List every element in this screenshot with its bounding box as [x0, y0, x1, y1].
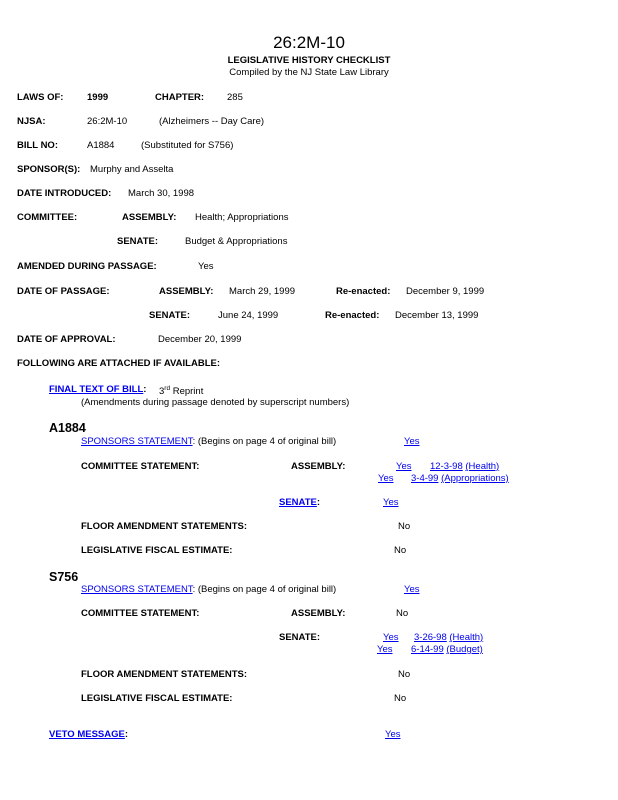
a1884-assembly-date-2[interactable]: 3-4-99	[411, 473, 439, 484]
final-text-note: (Amendments during passage denoted by superscript numbers)	[81, 397, 350, 408]
s756-senate-yes-2[interactable]: Yes	[377, 644, 393, 655]
a1884-assembly-stmt-1	[430, 461, 499, 472]
sponsors-value: Murphy and Asselta	[90, 164, 174, 175]
a1884-senate-row	[279, 497, 320, 508]
a1884-fiscal-label: LEGISLATIVE FISCAL ESTIMATE:	[81, 545, 233, 556]
approval-value: December 20, 1999	[158, 334, 242, 345]
committee-assembly-label: ASSEMBLY:	[122, 212, 177, 223]
a1884-senate-colon: :	[316, 497, 321, 508]
amended-value: Yes	[198, 261, 214, 272]
veto-message-link[interactable]: VETO MESSAGE	[49, 729, 125, 740]
s756-fiscal-label: LEGISLATIVE FISCAL ESTIMATE:	[81, 693, 233, 704]
assembly-reenacted-value: December 9, 1999	[406, 286, 485, 297]
s756-senate-date-1[interactable]: 3-26-98	[414, 632, 447, 643]
s756-senate-committee-2[interactable]: (Budget)	[446, 644, 483, 655]
date-introduced-value: March 30, 1998	[128, 188, 195, 199]
njsa-label: NJSA:	[17, 116, 46, 127]
a1884-senate-link[interactable]: SENATE	[279, 497, 317, 508]
document-subtitle: Compiled by the NJ State Law Library	[229, 67, 389, 78]
s756-assembly-value: No	[396, 608, 409, 619]
a1884-fiscal-value: No	[394, 545, 407, 556]
citation-title: 26:2M-10	[273, 33, 345, 52]
a1884-assembly-committee-1[interactable]: (Health)	[465, 461, 500, 472]
assembly-reenacted-label: Re-enacted:	[336, 286, 391, 297]
bill-no-note: (Substituted for S756)	[141, 140, 234, 151]
passage-senate-label: SENATE:	[149, 310, 190, 321]
reprint-superscript: rd	[164, 385, 171, 392]
laws-of-value: 1999	[87, 92, 109, 103]
final-text-link[interactable]: FINAL TEXT OF BILL	[49, 384, 144, 395]
bill-no-value: A1884	[87, 140, 115, 151]
a1884-senate-yes-link[interactable]: Yes	[383, 497, 399, 508]
s756-floor-value: No	[398, 669, 411, 680]
chapter-label: CHAPTER:	[155, 92, 205, 103]
s756-senate-committee-1[interactable]: (Health)	[449, 632, 484, 643]
s756-sponsors-statement-link[interactable]: SPONSORS STATEMENT	[81, 584, 193, 595]
veto-row	[49, 729, 128, 740]
s756-senate-yes-1[interactable]: Yes	[383, 632, 399, 643]
committee-senate-label: SENATE:	[117, 236, 158, 247]
senate-reenacted-value: December 13, 1999	[395, 310, 479, 321]
a1884-sponsors-row	[81, 436, 336, 447]
njsa-note: (Alzheimers -- Day Care)	[159, 116, 265, 127]
committee-label: COMMITTEE:	[17, 212, 78, 223]
a1884-sponsors-yes-link[interactable]: Yes	[404, 436, 420, 447]
a1884-assembly-label: ASSEMBLY:	[291, 461, 346, 472]
laws-of-label: LAWS OF:	[17, 92, 64, 103]
s756-sponsors-row	[81, 584, 336, 595]
s756-assembly-label: ASSEMBLY:	[291, 608, 346, 619]
s756-floor-label: FLOOR AMENDMENT STATEMENTS:	[81, 669, 248, 680]
a1884-sponsors-statement-link[interactable]: SPONSORS STATEMENT	[81, 436, 193, 447]
a1884-sponsors-note: : (Begins on page 4 of original bill)	[192, 436, 337, 447]
reprint-word: Reprint	[172, 386, 204, 398]
a1884-floor-label: FLOOR AMENDMENT STATEMENTS:	[81, 521, 248, 532]
njsa-value: 26:2M-10	[87, 116, 128, 127]
a1884-assembly-yes-1[interactable]: Yes	[396, 461, 412, 472]
a1884-heading: A1884	[49, 421, 86, 435]
s756-senate-stmt-2	[411, 644, 483, 655]
passage-label: DATE OF PASSAGE:	[17, 286, 110, 297]
s756-senate-stmt-1	[414, 632, 483, 643]
reprint-info	[159, 383, 203, 397]
a1884-assembly-date-1[interactable]: 12-3-98	[430, 461, 463, 472]
a1884-assembly-committee-2[interactable]: (Appropriations)	[441, 473, 509, 484]
approval-label: DATE OF APPROVAL:	[17, 334, 116, 345]
passage-assembly-value: March 29, 1999	[229, 286, 296, 297]
a1884-floor-value: No	[398, 521, 411, 532]
committee-assembly-value: Health; Appropriations	[195, 212, 289, 223]
date-introduced-label: DATE INTRODUCED:	[17, 188, 112, 199]
bill-no-label: BILL NO:	[17, 140, 58, 151]
veto-colon: :	[124, 729, 129, 740]
document-title: LEGISLATIVE HISTORY CHECKLIST	[227, 55, 391, 66]
chapter-value: 285	[227, 92, 243, 103]
attached-heading: FOLLOWING ARE ATTACHED IF AVAILABLE:	[17, 358, 220, 369]
s756-senate-label: SENATE:	[279, 632, 320, 643]
s756-fiscal-value: No	[394, 693, 407, 704]
a1884-assembly-yes-2[interactable]: Yes	[378, 473, 394, 484]
passage-senate-value: June 24, 1999	[218, 310, 279, 321]
a1884-committee-label: COMMITTEE STATEMENT:	[81, 461, 200, 472]
passage-assembly-label: ASSEMBLY:	[159, 286, 214, 297]
senate-reenacted-label: Re-enacted:	[325, 310, 380, 321]
reprint-number: 3	[159, 386, 165, 398]
s756-committee-label: COMMITTEE STATEMENT:	[81, 608, 200, 619]
a1884-assembly-stmt-2	[411, 473, 509, 484]
veto-yes-link[interactable]: Yes	[385, 729, 401, 740]
s756-sponsors-note: : (Begins on page 4 of original bill)	[192, 584, 337, 595]
sponsors-label: SPONSOR(S):	[17, 164, 81, 175]
amended-label: AMENDED DURING PASSAGE:	[17, 261, 157, 272]
final-text-row	[49, 384, 146, 395]
s756-senate-date-2[interactable]: 6-14-99	[411, 644, 444, 655]
s756-sponsors-yes-link[interactable]: Yes	[404, 584, 420, 595]
s756-heading: S756	[49, 570, 79, 584]
committee-senate-value: Budget & Appropriations	[185, 236, 288, 247]
final-text-colon: :	[143, 384, 147, 395]
